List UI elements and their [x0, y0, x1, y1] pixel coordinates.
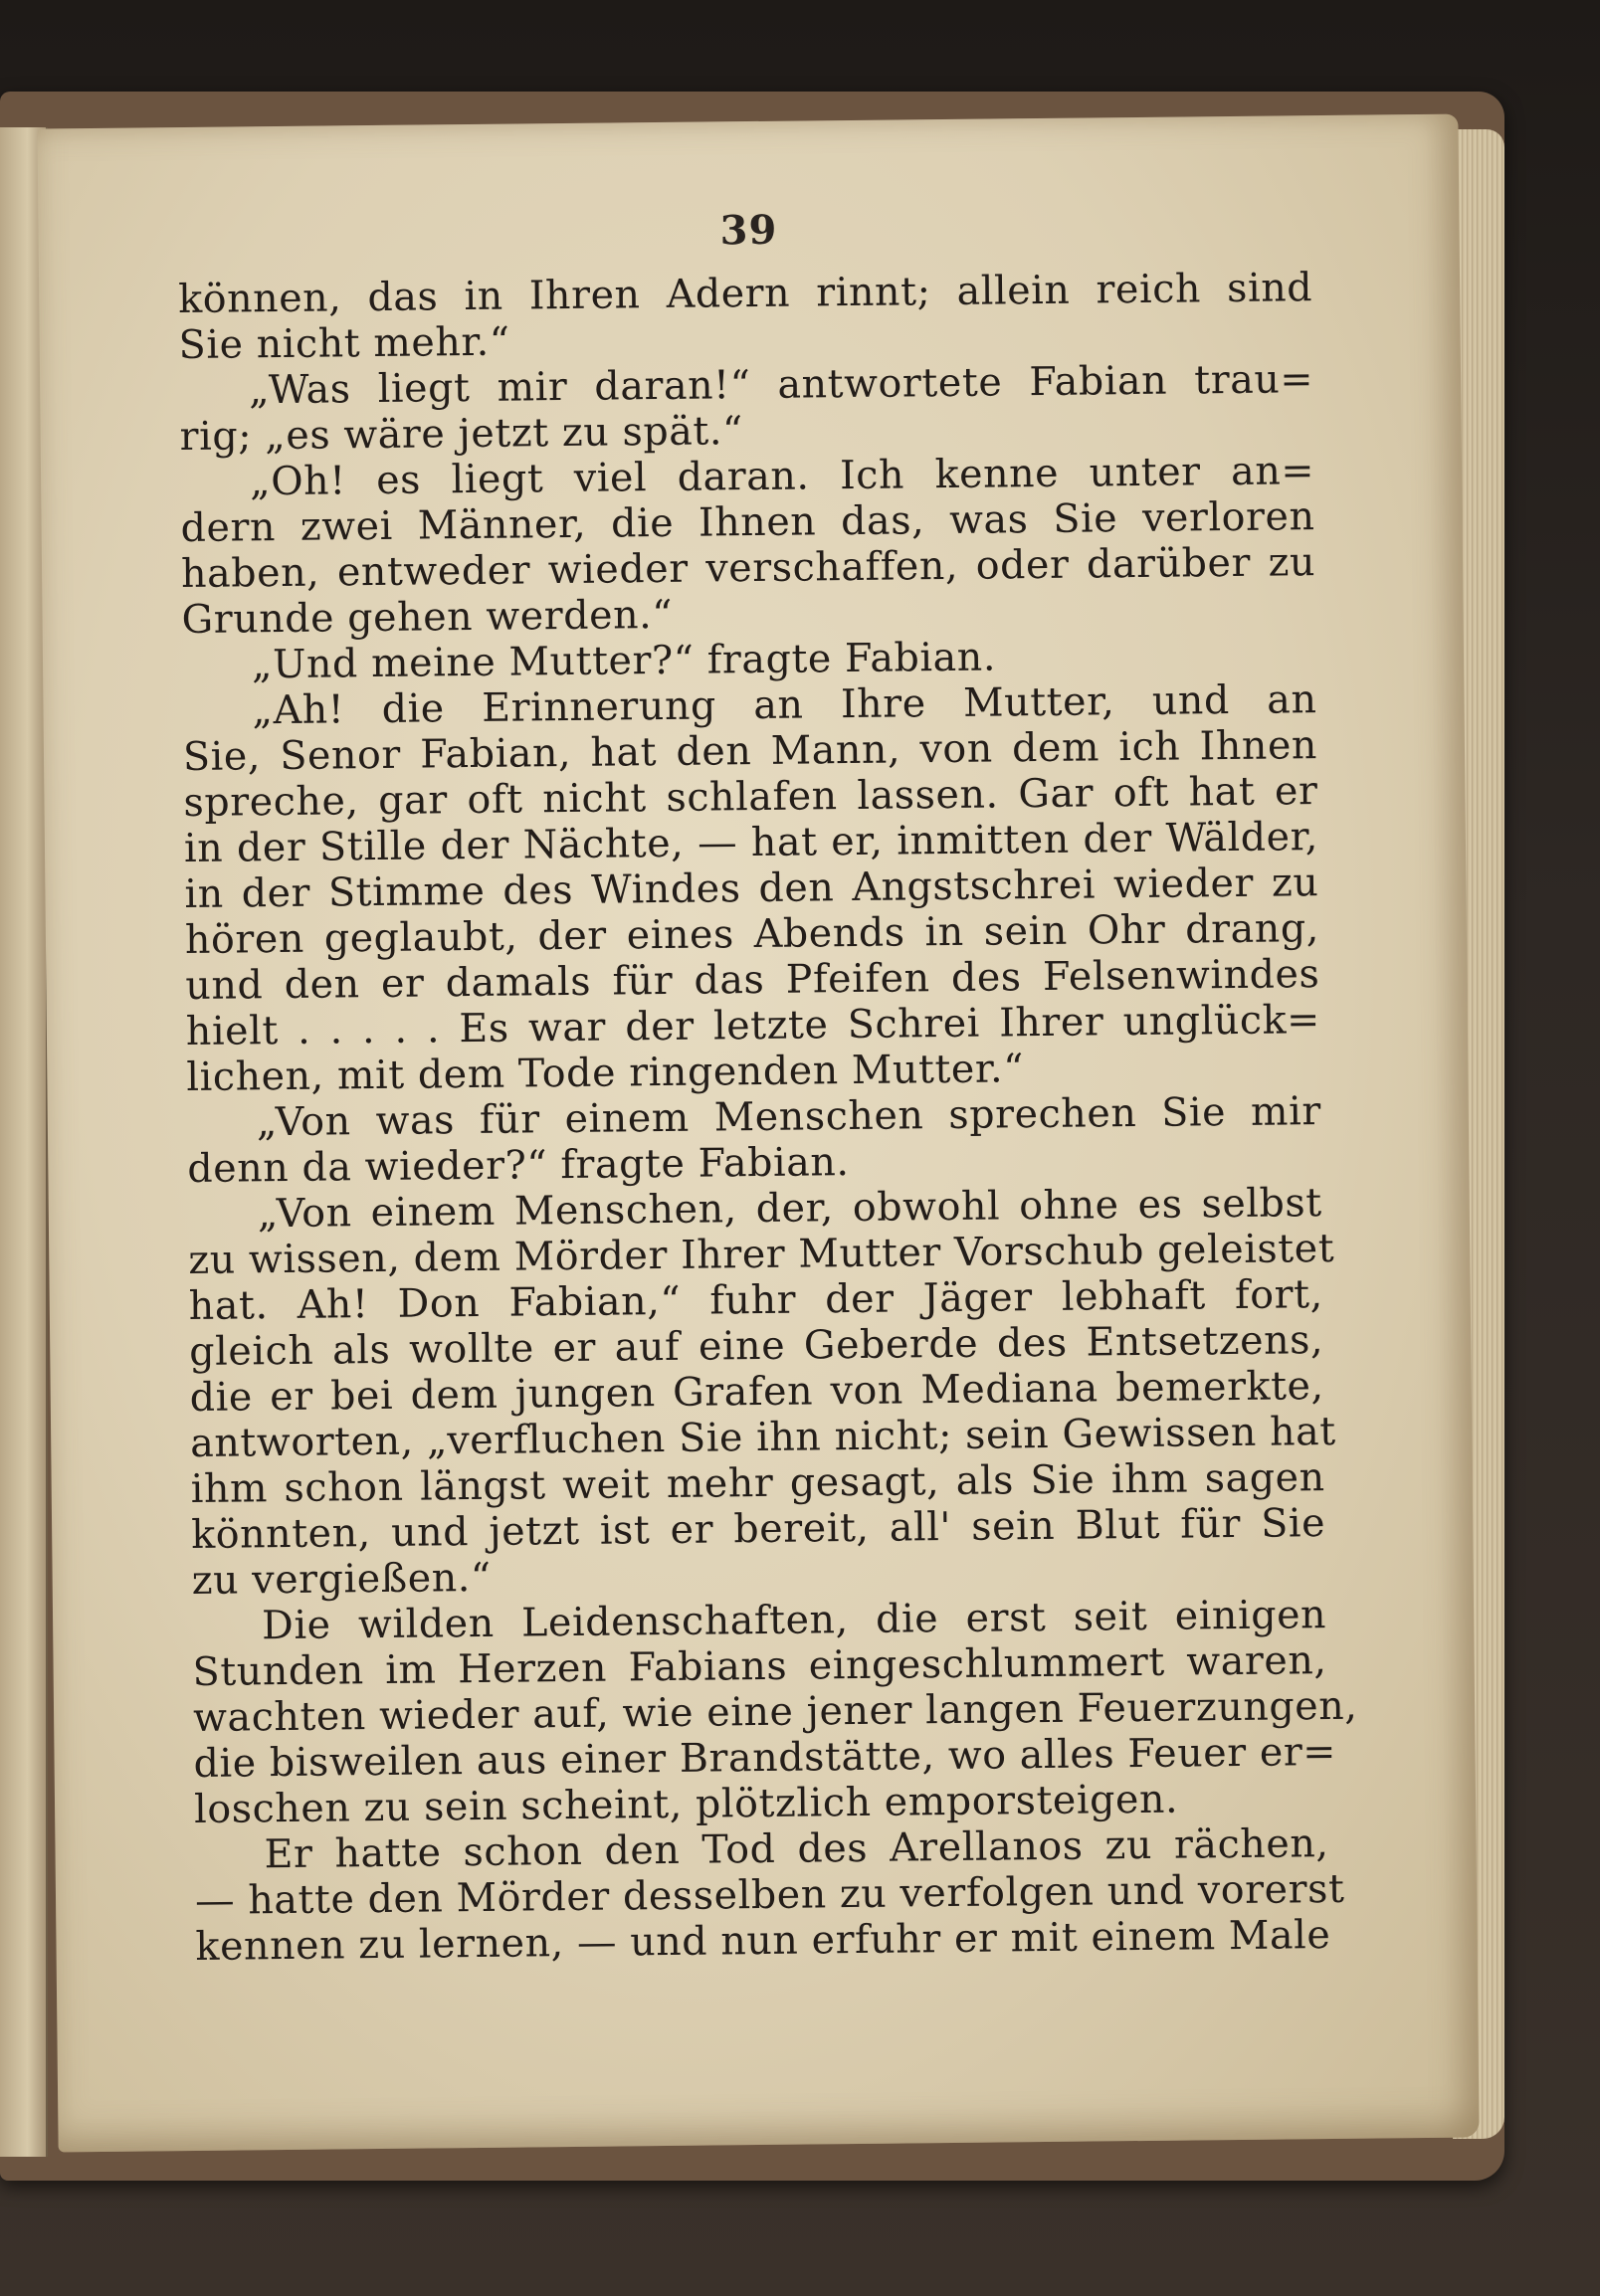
- text-line: hören geglaubt, der eines Abends in sein Ohr drang,: [184, 905, 1320, 964]
- text-line: Stunden im Herzen Fabians eingeschlummert waren,: [192, 1637, 1327, 1695]
- text-line: Die wilden Leidenschaften, die erst seit einigen: [261, 1592, 1327, 1649]
- text-line: können, das in Ihren Adern rinnt; allein reich sind: [177, 265, 1313, 323]
- text-line: lichen, mit dem Tode ringenden Mutter.“: [186, 1046, 1025, 1101]
- text-line: die bisweilen aus einer Brandstätte, wo alles Feuer er=: [193, 1728, 1337, 1787]
- text-line: „Von einem Menschen, der, obwohl ohne es selbst: [257, 1180, 1323, 1238]
- text-line: in der Stimme des Windes den Angstschrei wieder zu: [184, 860, 1319, 918]
- text-line: kennen zu lernen, — und nun erfuhr er mit einem Male: [195, 1912, 1331, 1970]
- text-line: — hatte den Mörder desselben zu verfolgen und vorerst: [194, 1865, 1345, 1924]
- text-line: rig; „es wäre jetzt zu spät.“: [179, 408, 744, 461]
- text-line: zu wissen, dem Mörder Ihrer Mutter Vorschub geleistet: [188, 1225, 1335, 1284]
- text-line: die er bei dem jungen Grafen von Mediana bemerkte,: [189, 1363, 1324, 1421]
- text-line: in der Stille der Nächte, — hat er, inmitten der Wälder,: [183, 814, 1319, 872]
- text-line: „Von was für einem Menschen sprechen Sie mir: [256, 1088, 1322, 1146]
- text-line: könnten, und jetzt ist er bereit, all' sein Blut für Sie: [190, 1500, 1326, 1558]
- text-line: „Und meine Mutter?“ fragte Fabian.: [251, 634, 997, 688]
- book-page: [37, 114, 1479, 2153]
- text-line: gleich als wollte er auf eine Geberde des Entsetzens,: [189, 1317, 1324, 1375]
- text-line: ihm schon längst weit mehr gesagt, als Sie ihm sagen: [190, 1454, 1325, 1512]
- text-line: hielt . . . . . Es war der letzte Schrei Ihrer unglück=: [185, 997, 1321, 1055]
- text-line: loschen zu sein scheint, plötzlich emporsteigen.: [193, 1776, 1179, 1832]
- text-line: „Was liegt mir daran!“ antwortete Fabian trau=: [248, 356, 1314, 414]
- text-line: „Ah! die Erinnerung an Ihre Mutter, und an: [252, 676, 1317, 734]
- text-line: spreche, gar oft nicht schlafen lassen. Gar oft hat er: [183, 768, 1318, 827]
- text-line: Sie, Senor Fabian, hat den Mann, von dem ich Ihnen: [182, 722, 1318, 781]
- text-line: zu vergießen.“: [191, 1554, 492, 1604]
- text-line: hat. Ah! Don Fabian,“ fuhr der Jäger lebhaft fort,: [188, 1271, 1323, 1330]
- text-line: denn da wieder?“ fragte Fabian.: [187, 1139, 850, 1193]
- text-line: Sie nicht mehr.“: [178, 318, 510, 369]
- text-line: antworten, „verfluchen Sie ihn nicht; sein Gewissen hat: [189, 1408, 1337, 1466]
- text-line: „Oh! es liegt viel daran. Ich kenne unter an=: [249, 448, 1315, 505]
- body-text: [177, 265, 1358, 1970]
- text-line: dern zwei Männer, die Ihnen das, was Sie verloren: [180, 493, 1315, 552]
- page-number: 39: [719, 206, 778, 255]
- text-line: wachten wieder auf, wie eine jener langen Feuerzungen,: [192, 1682, 1358, 1741]
- text-line: haben, entweder wieder verschaffen, oder darüber zu: [180, 539, 1316, 598]
- text-line: und den er damals für das Pfeifen des Felsenwindes: [185, 951, 1320, 1010]
- text-line: Grunde gehen werden.“: [181, 591, 674, 644]
- text-line: Er hatte schon den Tod des Arellanos zu rächen,: [264, 1820, 1329, 1878]
